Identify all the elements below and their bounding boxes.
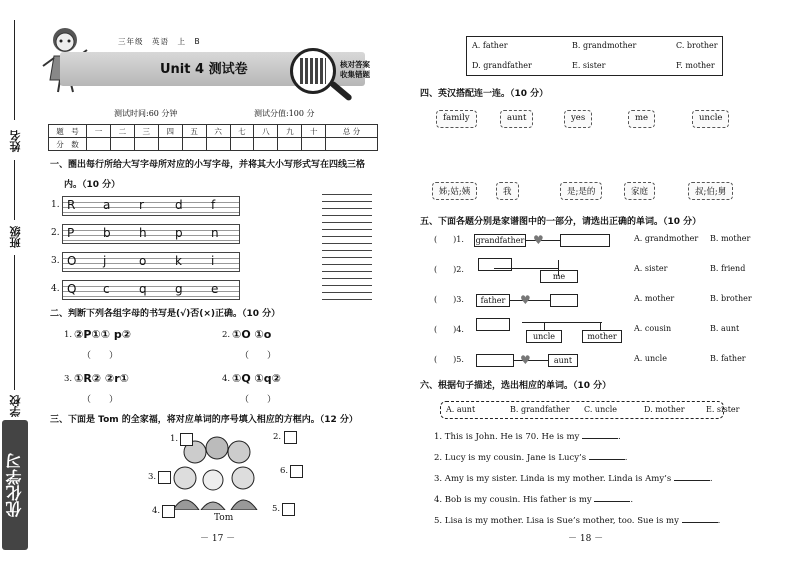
lowercase-option[interactable]: p (175, 226, 183, 240)
letter-pair: ②P①① p② (74, 328, 132, 341)
lowercase-option[interactable]: k (175, 254, 182, 268)
class-label: 班级 (9, 226, 22, 248)
option-a: A. uncle (634, 354, 667, 363)
lowercase-option[interactable]: c (103, 282, 110, 296)
chinese-word[interactable]: 我 (496, 182, 519, 200)
capital-letter: O (67, 254, 77, 268)
score-value-cell[interactable] (182, 138, 206, 151)
guide-line (63, 240, 239, 241)
row-number: 1. (51, 200, 60, 210)
qr-caption: 核对答案 收集错题 (340, 60, 370, 79)
word-option: A. aunt (446, 405, 476, 414)
branch-line (522, 322, 602, 323)
chinese-word[interactable]: 姊;姑;姨 (432, 182, 477, 200)
score-table (48, 124, 378, 151)
box-label-5: 5. (272, 504, 281, 514)
chinese-word[interactable]: 家庭 (624, 182, 655, 200)
box-label-4: 4. (152, 506, 161, 516)
q1-title-cont: 内。（10 分） (64, 180, 121, 190)
sentence-end: . (618, 432, 621, 442)
score-value-cell[interactable] (110, 138, 134, 151)
capital-letter: P (67, 226, 75, 240)
letter-row (51, 224, 240, 244)
score-value-cell[interactable] (87, 138, 111, 151)
sentence-text: 5. Lisa is my mother. Lisa is Sue’s mother, too. Sue is my (434, 516, 679, 526)
answer-blank[interactable] (674, 480, 710, 481)
sentence-end: . (709, 474, 713, 484)
capital-letter: Q (67, 282, 77, 296)
english-word[interactable]: yes (564, 110, 592, 128)
tree-node: mother (582, 330, 622, 343)
score-header-cell: 三 (134, 125, 158, 138)
box-label-6: 6. (280, 466, 289, 476)
lowercase-option[interactable]: i (211, 254, 215, 268)
letter-pair: ①Q ①q② (232, 372, 281, 385)
sibling-line (494, 268, 558, 269)
tree-node: aunt (548, 354, 578, 367)
lowercase-option[interactable]: o (139, 254, 147, 268)
heart-icon: ♥ (533, 233, 544, 247)
option-a: A. cousin (634, 324, 672, 333)
lowercase-option[interactable]: n (211, 226, 219, 240)
judgement-blank[interactable]: （ ） (82, 395, 119, 405)
brand-logo: 优化学习 (2, 420, 28, 550)
english-word[interactable]: family (436, 110, 477, 128)
word-option: B. grandfather (510, 405, 570, 414)
writing-lines[interactable] (322, 222, 372, 250)
answer-blank[interactable] (582, 438, 618, 439)
row-number: 3. (51, 256, 60, 266)
score-header-cell: 八 (254, 125, 278, 138)
blank-node[interactable] (550, 294, 578, 307)
tom-caption: Tom (214, 513, 234, 523)
judgement-blank[interactable]: （ ） (240, 351, 277, 361)
sentence-text: 2. Lucy is my cousin. Jane is Lucy’s (434, 453, 587, 463)
option-b: B. friend (710, 264, 746, 273)
blank-node[interactable] (476, 318, 510, 331)
school-label: 学校 (9, 395, 22, 417)
lowercase-option[interactable]: f (211, 198, 216, 212)
binding-spine (0, 0, 30, 566)
answer-box-6[interactable] (290, 465, 303, 478)
lowercase-option[interactable]: r (139, 198, 144, 212)
page-number-right: － 18 － (568, 534, 604, 544)
english-word[interactable]: me (628, 110, 655, 128)
score-value-cell: 分 数 (49, 138, 87, 151)
capital-letter: R (67, 198, 76, 212)
english-word[interactable]: aunt (500, 110, 533, 128)
lowercase-option[interactable]: h (139, 226, 147, 240)
answer-paren[interactable]: ( )1. (434, 235, 464, 244)
english-word[interactable]: uncle (692, 110, 729, 128)
writing-lines[interactable] (322, 194, 372, 222)
row-number: 2. (51, 228, 60, 238)
qr-pattern (300, 58, 326, 84)
chinese-word[interactable]: 叔;伯;舅 (688, 182, 733, 200)
option-b: B. aunt (710, 324, 740, 333)
letter-row (51, 252, 240, 272)
score-header-cell: 总 分 (326, 125, 378, 138)
answer-paren[interactable]: ( )3. (434, 295, 464, 304)
lowercase-option[interactable]: j (103, 254, 107, 268)
q3-title: 三、下面是 Tom 的全家福，将对应单词的序号填入相应的方框内。（12 分） (50, 415, 358, 425)
sentence-text: 4. Bob is my cousin. His father is my (434, 495, 592, 505)
lowercase-option[interactable]: e (211, 282, 219, 296)
word-option: D. grandfather (472, 61, 532, 70)
score-header-cell: 七 (230, 125, 254, 138)
answer-box-1[interactable] (180, 433, 193, 446)
q2-title: 二、判断下列各组字母的书写是(√)否(×)正确。（10 分） (50, 309, 281, 319)
lowercase-option[interactable]: b (103, 226, 111, 240)
option-b: B. brother (710, 294, 752, 303)
score-header-cell: 十 (302, 125, 326, 138)
q2-item-number: 4. (222, 374, 231, 384)
chinese-word[interactable]: 是;是的 (560, 182, 602, 200)
guide-line (63, 268, 239, 269)
score-header-cell: 五 (182, 125, 206, 138)
lowercase-option[interactable]: q (139, 282, 147, 296)
blank-node[interactable] (560, 234, 610, 247)
word-option: E. sister (572, 61, 606, 70)
branch-line (600, 322, 601, 330)
branch-line (544, 322, 545, 330)
blank-node[interactable] (478, 258, 512, 271)
word-option: B. grandmother (572, 41, 637, 50)
score-value-cell[interactable] (254, 138, 278, 151)
score-value-cell[interactable] (134, 138, 158, 151)
box-label-3: 3. (148, 472, 157, 482)
guide-line (63, 296, 239, 297)
word-option: A. father (472, 41, 508, 50)
answer-blank[interactable] (682, 522, 718, 523)
judgement-blank[interactable]: （ ） (82, 351, 119, 361)
row-number: 4. (51, 284, 60, 294)
sentence (434, 516, 720, 526)
guide-line (63, 212, 239, 213)
letter-pair: ①R② ②r① (74, 372, 129, 385)
grade-line: 三年级 英语 上 B (118, 37, 201, 46)
word-option: F. mother (676, 61, 715, 70)
writing-lines[interactable] (322, 250, 372, 278)
sentence (434, 432, 621, 442)
word-option: D. mother (644, 405, 685, 414)
answer-paren[interactable]: ( )2. (434, 265, 464, 274)
answer-blank[interactable] (589, 459, 625, 460)
option-b: B. father (710, 354, 746, 363)
tree-node: me (540, 270, 578, 283)
page-number-left: － 17 － (200, 534, 236, 544)
q2-item-number: 3. (64, 374, 73, 384)
letter-row (51, 280, 240, 300)
sentence (434, 453, 627, 463)
answer-paren[interactable]: ( )4. (434, 325, 464, 334)
tree-node: grandfather (475, 236, 525, 245)
score-header-cell: 二 (110, 125, 134, 138)
answer-paren[interactable]: ( )5. (434, 355, 464, 364)
q6-title: 六、根据句子描述，选出相应的单词。（10 分） (420, 381, 612, 391)
letter-row (51, 196, 240, 216)
score-value-cell[interactable] (230, 138, 254, 151)
sentence-text: 1. This is John. He is 70. He is my (434, 432, 580, 442)
sentence-text: 3. Amy is my sister. Linda is my mother. Linda is Amy’s (434, 474, 672, 484)
score-header-cell: 一 (87, 125, 111, 138)
answer-box-3[interactable] (158, 471, 171, 484)
lowercase-option[interactable]: a (103, 198, 111, 212)
option-a: A. sister (634, 264, 668, 273)
answer-blank[interactable] (594, 501, 630, 502)
answer-box-2[interactable] (284, 431, 297, 444)
box-label-1: 1. (170, 434, 179, 444)
q5-title: 五、下面各题分别是家谱图中的一部分，请选出正确的单词。（10 分） (420, 217, 702, 227)
score-value-cell[interactable] (326, 138, 378, 151)
sentence-end: . (717, 516, 721, 526)
right-page (400, 0, 800, 566)
judgement-blank[interactable]: （ ） (240, 395, 277, 405)
word-option: C. uncle (584, 405, 617, 414)
score-value-cell[interactable] (206, 138, 230, 151)
answer-box-5[interactable] (282, 503, 295, 516)
heart-icon: ♥ (520, 293, 531, 307)
lowercase-option[interactable]: d (175, 198, 183, 212)
heart-icon: ♥ (520, 353, 531, 367)
name-label: 姓名 (9, 130, 22, 152)
score-header-cell: 九 (278, 125, 302, 138)
answer-box-4[interactable] (162, 505, 175, 518)
blank-node[interactable] (476, 354, 514, 367)
sentence-end: . (624, 453, 628, 463)
writing-lines[interactable] (322, 278, 372, 306)
sentence (434, 495, 633, 505)
score-value-cell[interactable] (302, 138, 326, 151)
test-time: 测试时间:60 分钟 (114, 109, 178, 118)
score-header-cell: 四 (158, 125, 182, 138)
letter-pair: ①O ①o (232, 328, 272, 341)
word-option: E. sister (706, 405, 740, 414)
lowercase-option[interactable]: g (175, 282, 183, 296)
score-header-cell: 六 (206, 125, 230, 138)
box-label-2: 2. (273, 432, 282, 442)
option-a: A. grandmother (634, 234, 699, 243)
tree-node: uncle (526, 330, 562, 343)
score-value-cell[interactable] (158, 138, 182, 151)
score-value-cell[interactable] (278, 138, 302, 151)
q2-item-number: 2. (222, 330, 231, 340)
test-score: 测试分值:100 分 (254, 109, 315, 118)
q1-title: 一、圈出每行所给大写字母所对应的小写字母，并将其大小写形式写在四线三格 (50, 160, 366, 170)
option-a: A. mother (634, 294, 675, 303)
sentence (434, 474, 713, 484)
page-title: Unit 4 测试卷 (160, 62, 248, 77)
score-header-cell: 题 号 (49, 125, 87, 138)
sentence-end: . (630, 495, 634, 505)
option-b: B. mother (710, 234, 751, 243)
q4-title: 四、英汉搭配连一连。（10 分） (420, 89, 549, 99)
tree-node: father (476, 294, 510, 307)
word-option: C. brother (676, 41, 718, 50)
q2-item-number: 1. (64, 330, 73, 340)
